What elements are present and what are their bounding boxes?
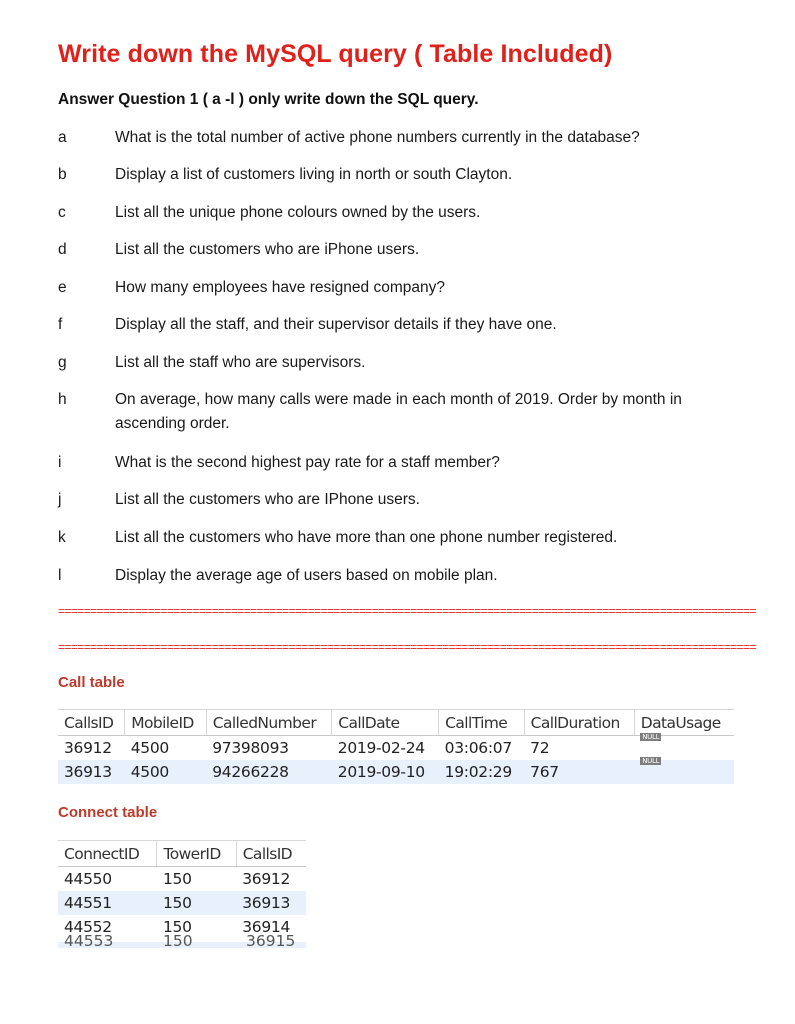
call-table (58, 709, 734, 784)
table-cell[interactable]: 97398093 (212, 739, 289, 757)
table-cell: 36915 (246, 932, 296, 950)
table-cell[interactable]: 44551 (58, 891, 157, 915)
question-letter: k (58, 529, 66, 546)
table-cell[interactable]: 36913 (58, 760, 125, 784)
table-cell[interactable]: 19:02:29 (439, 760, 524, 784)
question-letter: i (58, 454, 62, 471)
question-letter: a (58, 129, 67, 146)
column-header[interactable]: CallsID (236, 841, 306, 867)
table-header-row (58, 841, 306, 867)
question-letter: g (58, 354, 67, 371)
table-cell[interactable]: 72 (530, 739, 550, 757)
table-cell[interactable]: 150 (162, 918, 192, 936)
question-text: List all the customers who have more than one phone number registered. (115, 529, 618, 546)
column-header[interactable]: CallTime (439, 710, 524, 736)
null-badge: NULL (642, 757, 660, 765)
question-letter: e (58, 279, 67, 296)
table-cell[interactable]: 150 (162, 870, 192, 888)
question-text: Display all the staff, and their supervisor details if they have one. (115, 316, 557, 333)
table-cell[interactable]: 44552 (64, 918, 112, 936)
separator-line: ============================================================================================================= (58, 641, 756, 655)
table-row[interactable] (58, 760, 734, 784)
partial-table-row (58, 932, 306, 950)
table-cell[interactable] (634, 757, 734, 784)
question-text: List all the staff who are supervisors. (115, 354, 366, 371)
question-text: Display a list of customers living in north or south Clayton. (115, 166, 513, 183)
question-text: List all the customers who are IPhone users. (115, 491, 420, 508)
table-cell[interactable]: 36912 (64, 739, 112, 757)
table-cell[interactable]: 03:06:07 (444, 739, 512, 757)
question-text: On average, how many calls were made in each month of 2019. Order by month in ascending order. (115, 391, 682, 432)
question-letter: b (58, 166, 67, 183)
table-cell: 44553 (64, 932, 114, 950)
connect-table (58, 840, 306, 939)
table-row[interactable] (58, 867, 306, 892)
table-cell[interactable]: 4500 (130, 739, 169, 757)
separator-line: ============================================================================================================= (58, 605, 756, 619)
question-letter: f (58, 316, 63, 333)
question-letter: j (58, 491, 62, 508)
question-text: How many employees have resigned company? (115, 279, 445, 296)
null-badge: NULL (642, 733, 660, 741)
column-header[interactable]: CallDuration (524, 710, 634, 736)
table-cell[interactable]: 767 (524, 760, 634, 784)
question-letter: l (58, 567, 62, 584)
column-header[interactable]: TowerID (157, 841, 236, 867)
column-header[interactable]: MobileID (125, 710, 207, 736)
table-cell: 150 (163, 932, 193, 950)
question-letter: d (58, 241, 67, 258)
table-cell[interactable]: 36914 (242, 918, 291, 936)
question-text: What is the second highest pay rate for a staff member? (115, 454, 500, 471)
table-cell[interactable]: 2019-09-10 (332, 760, 439, 784)
table-row[interactable] (58, 891, 306, 915)
column-header[interactable]: ConnectID (58, 841, 157, 867)
table-cell[interactable]: 36912 (242, 870, 291, 888)
connect-table-title: Connect table (58, 804, 158, 821)
question-letter: c (58, 204, 66, 221)
page-title: Write down the MySQL query ( Table Included) (58, 40, 613, 68)
table-cell[interactable]: 2019-02-24 (337, 739, 425, 757)
question-text: Display the average age of users based on mobile plan. (115, 567, 498, 584)
column-header[interactable]: CallDate (332, 710, 439, 736)
table-cell[interactable]: 94266228 (206, 760, 332, 784)
column-header[interactable]: CallsID (58, 710, 125, 736)
table-cell[interactable]: 4500 (125, 760, 207, 784)
table-header-row (58, 710, 734, 736)
question-text: What is the total number of active phone numbers currently in the database? (115, 129, 640, 146)
call-table-title: Call table (58, 674, 125, 691)
table-cell[interactable]: 36913 (236, 891, 306, 915)
column-header[interactable]: CalledNumber (206, 710, 332, 736)
table-cell[interactable]: 150 (157, 891, 236, 915)
table-row[interactable] (58, 736, 734, 761)
question-letter: h (58, 391, 67, 408)
question-text: List all the unique phone colours owned by the users. (115, 204, 481, 221)
column-header[interactable]: DataUsage (634, 710, 734, 736)
instructions: Answer Question 1 ( a -l ) only write down the SQL query. (58, 91, 479, 108)
table-cell[interactable]: 44550 (64, 870, 112, 888)
question-text: List all the customers who are iPhone users. (115, 241, 420, 258)
